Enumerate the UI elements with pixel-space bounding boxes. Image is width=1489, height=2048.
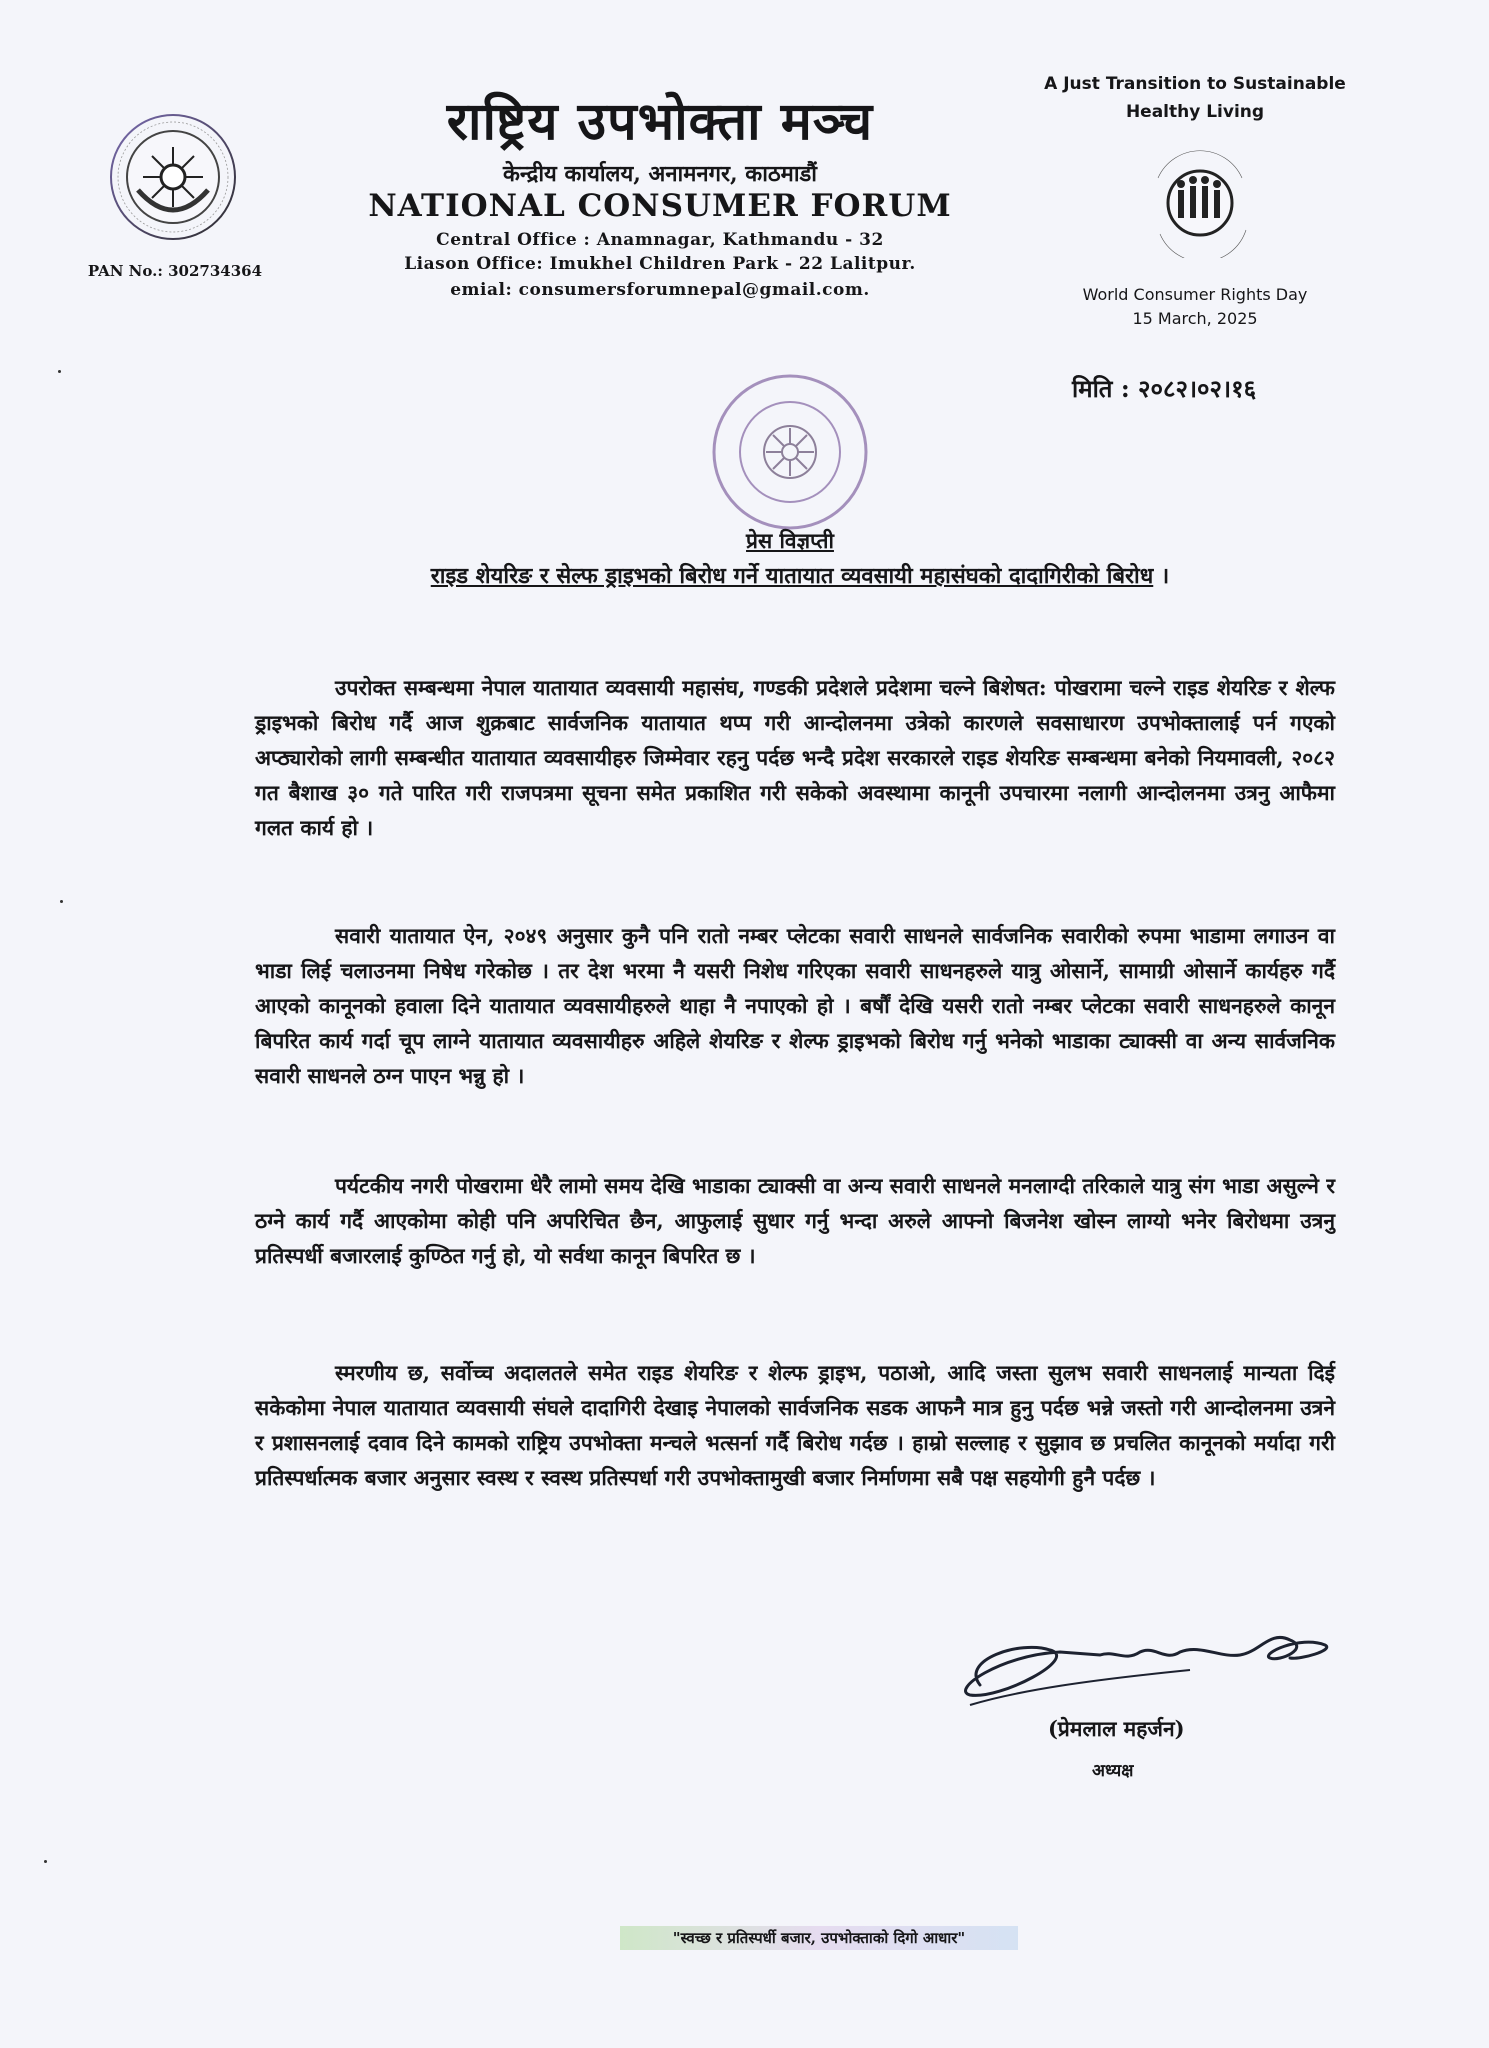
subject-text: राइड शेयरिङ र सेल्फ ड्राइभको बिरोध गर्ने यातायात व्यवसायी महासंघको दादागिरीको बिरोध xyxy=(430,563,1154,589)
signatory-name: (प्रेमलाल महर्जन) xyxy=(1048,1716,1185,1741)
subject-end: । xyxy=(1153,563,1170,589)
org-name-nepali: राष्ट्रिय उपभोक्ता मञ्च xyxy=(446,91,874,152)
press-release-heading: प्रेस विज्ञप्ती xyxy=(746,528,834,553)
press-release-subject xyxy=(330,560,1270,590)
pan-number: PAN No.: 302734364 xyxy=(87,262,263,280)
org-name-english: NATIONAL CONSUMER FORUM xyxy=(368,188,952,224)
email: emial: consumersforumnepal@gmail.com. xyxy=(450,280,870,300)
document-date: मिति : २०८२।०२।१६ xyxy=(1072,374,1257,403)
consumers-international-logo xyxy=(1140,148,1270,258)
liason-office: Liason Office: Imukhel Children Park - 22 Lalitpur. xyxy=(404,254,916,274)
central-office: Central Office : Anamnagar, Kathmandu - 32 xyxy=(436,230,884,250)
forum-logo xyxy=(108,112,238,242)
scan-speck xyxy=(60,900,63,903)
event-title: World Consumer Rights Day xyxy=(1082,285,1308,304)
campaign-tagline: A Just Transition to Sustainable Healthy Living xyxy=(1044,74,1346,122)
signature xyxy=(940,1600,1360,1710)
scan-speck xyxy=(44,1860,47,1863)
body-paragraph: पर्यटकीय नगरी पोखरामा धेरै लामो समय देखि भाडाका ट्याक्सी वा अन्य सवारी साधनले मनलाग्दी तरिकाले यात्रु संग भाडा असुल्ने र ठग्ने कार्य गर्दै आएकोमा कोही पनि अपरिचित छैन, आफुलाई सुधार गर्नु भन्दा अरुले आफ्नो बिजनेश खोस्न लाग्यो भनेर बिरोधमा उत्रनु प्रतिस्पर्धी बजारलाई कुण्ठित गर्नु हो, यो सर्वथा कानून बिपरित छ । xyxy=(255,1173,1335,1268)
official-stamp xyxy=(700,370,880,535)
signatory-title: अध्यक्ष xyxy=(1092,1761,1134,1781)
footer-slogan: "स्वच्छ र प्रतिस्पर्धी बजार, उपभोक्ताको दिगो आधार" xyxy=(620,1926,1018,1950)
body-paragraph: उपरोक्त सम्बन्धमा नेपाल यातायात व्यवसायी महासंघ, गण्डकी प्रदेशले प्रदेशमा चल्ने बिशेषत: पोखरामा चल्ने राइड शेयरिङ र शेल्फ ड्राइभको बिरोध गर्दै आज शुक्रबाट सार्वजनिक यातायात थप्प गरी आन्दोलनमा उत्रेको कारणले सवसाधारण उपभोक्तालाई पर्न गएको अप्ठ्यारोको लागी सम्बन्धीत यातायात व्यवसायीहरु जिम्मेवार रहनु पर्दछ भन्दै प्रदेश सरकारले राइड शेयरिङ सम्बन्धमा बनेको नियमावली, २०८२ गत बैशाख ३० गते पारित गरी राजपत्रमा सूचना समेत प्रकाशित गरी सकेको अवस्थामा कानूनी उपचारमा नलागी आन्दोलनमा उत्रनु आफैमा गलत कार्य हो । xyxy=(255,675,1335,840)
event-date: 15 March, 2025 xyxy=(1132,309,1258,328)
body-paragraph: सवारी यातायात ऐन, २०४९ अनुसार कुनै पनि रातो नम्बर प्लेटका सवारी साधनले सार्वजनिक सवारीको रुपमा भाडामा लगाउन वा भाडा लिई चलाउनमा निषेध गरेकोछ । तर देश भरमा नै यसरी निशेध गरिएका सवारी साधनहरुले यात्रु ओसार्ने, सामाग्री ओसार्ने कार्यहरु गर्दै आएको कानूनको हवाला दिने यातायात व्यवसायीहरुले थाहा नै नपाएको हो । बर्षौं देखि यसरी रातो नम्बर प्लेटका सवारी साधनहरुले कानून बिपरित कार्य गर्दा चूप लाग्ने यातायात व्यवसायीहरु अहिले शेयरिङ र शेल्फ ड्राइभको बिरोध गर्नु भनेको भाडाका ट्याक्सी वा अन्य सार्वजनिक सवारी साधनले ठग्न पाएन भन्नु हो । xyxy=(255,923,1335,1088)
office-nepali: केन्द्रीय कार्यालय, अनामनगर, काठमाडौं xyxy=(502,161,818,187)
scan-speck xyxy=(58,370,61,373)
body-paragraph: स्मरणीय छ, सर्वोच्च अदालतले समेत राइड शेयरिङ र शेल्फ ड्राइभ, पठाओ, आदि जस्ता सुलभ सवारी साधनलाई मान्यता दिई सकेकोमा नेपाल यातायात व्यवसायी संघले दादागिरी देखाइ नेपालको सार्वजनिक सडक आफनै मात्र हुनु पर्दछ भन्ने जस्तो गरी आन्दोलनमा उत्रने र प्रशासनलाई दवाव दिने कामको राष्ट्रिय उपभोक्ता मन्चले भत्सर्ना गर्दै बिरोध गर्दछ । हाम्रो सल्लाह र सुझाव छ प्रचलित कानूनको मर्यादा गरी प्रतिस्पर्धात्मक बजार अनुसार स्वस्थ र स्वस्थ प्रतिस्पर्धा गरी उपभोक्तामुखी बजार निर्माणमा सबै पक्ष सहयोगी हुनै पर्दछ । xyxy=(255,1360,1335,1490)
event-info xyxy=(1060,283,1330,331)
